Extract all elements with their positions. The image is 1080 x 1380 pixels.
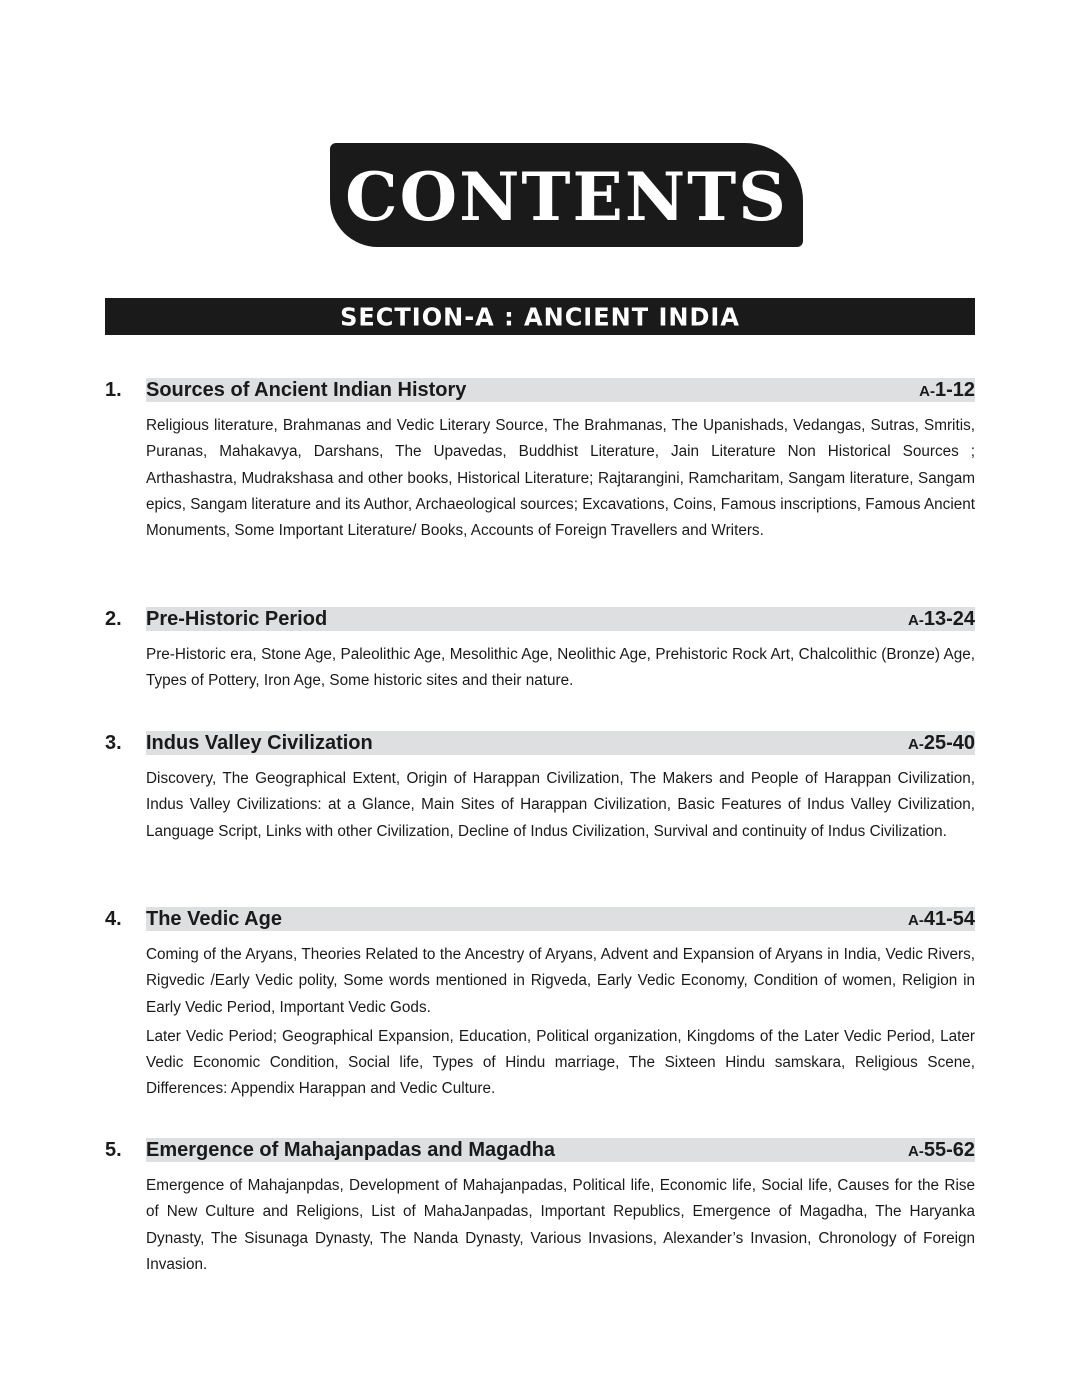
chapter-number: 2. — [105, 608, 122, 630]
chapter-paragraph: Discovery, The Geographical Extent, Origin of Harappan Civilization, The Makers and People of Harappan Civilization, Indus Valley Civilizations: at a Glance, Main Sites of Harappan Civilization, Basic Features of Indus Valley Civilization, Language Script, Links with other Civilization, Decline of Indus Civilization, Survival and continuity of Indus Civilization. — [146, 770, 975, 840]
chapter-description — [146, 642, 975, 695]
chapter-heading[interactable] — [105, 1138, 975, 1164]
chapter-1 — [105, 378, 975, 544]
chapter-page-range — [908, 607, 975, 633]
contents-title-banner — [330, 143, 803, 247]
chapter-number: 3. — [105, 732, 122, 754]
chapter-page-range — [908, 731, 975, 757]
chapter-page-range — [919, 378, 975, 404]
chapter-page-range — [908, 907, 975, 933]
chapter-heading[interactable] — [105, 378, 975, 404]
page-numbers: 55-62 — [923, 1139, 975, 1161]
chapter-description — [146, 413, 975, 544]
chapter-paragraph: Pre-Historic era, Stone Age, Paleolithic Age, Mesolithic Age, Neolithic Age, Prehistoric Rock Art, Chalcolithic (Bronze) Age, Types of Pottery, Iron Age, Some historic sites and their nature. — [146, 646, 975, 690]
contents-title: CONTENTS — [345, 158, 788, 236]
chapter-title: The Vedic Age — [146, 908, 282, 930]
page-prefix: A- — [908, 736, 924, 753]
chapter-3 — [105, 731, 975, 845]
page-numbers: 13-24 — [923, 608, 975, 630]
page-prefix: A- — [908, 912, 924, 929]
chapter-paragraph: Religious literature, Brahmanas and Vedic Literary Source, The Brahmanas, The Upanishads, Vedangas, Sutras, Smritis, Puranas, Mahakavya, Darshans, The Upavedas, Buddhist Literature, Jain Literature Non Historical Sources ; Arthashastra, Mudrakshasa and other books, Historical Literature; Rajtarangini, Ramcharitam, Sangam literature, Sangam epics, Sangam literature and its Author, Archaeological sources; Excavations, Coins, Famous inscriptions, Famous Ancient Monuments, Some Important Literature/ Books, Accounts of Foreign Travellers and Writers. — [146, 417, 975, 540]
chapter-description — [146, 942, 975, 1103]
page-prefix: A- — [908, 612, 924, 629]
page-prefix: A- — [919, 383, 935, 400]
chapter-paragraph: Later Vedic Period; Geographical Expansion, Education, Political organization, Kingdoms of the Later Vedic Period, Later Vedic Economic Condition, Social life, Types of Hindu marriage, The Sixteen Hindu samskara, Religious Scene, Differences: Appendix Harappan and Vedic Culture. — [146, 1027, 975, 1098]
page-numbers: 1-12 — [934, 379, 975, 401]
page-numbers: 25-40 — [923, 732, 975, 754]
chapter-5 — [105, 1138, 975, 1278]
page-prefix: A- — [908, 1143, 924, 1160]
chapter-heading[interactable] — [105, 731, 975, 757]
chapter-page-range — [908, 1138, 975, 1164]
chapter-heading[interactable] — [105, 607, 975, 633]
chapter-4 — [105, 907, 975, 1103]
section-title: SECTION-A : ANCIENT INDIA — [340, 301, 740, 332]
page-numbers: 41-54 — [923, 908, 975, 930]
chapter-description — [146, 766, 975, 845]
chapter-number: 1. — [105, 379, 122, 401]
chapter-paragraph: Emergence of Mahajanpdas, Development of Mahajanpadas, Political life, Economic life, Social life, Causes for the Rise of New Culture and Religions, List of MahaJanpadas, Important Republics, Emergence of Magadha, The Haryanka Dynasty, The Sisunaga Dynasty, The Nanda Dynasty, Various Invasions, Alexander’s Invasion, Chronology of Foreign Invasion. — [146, 1177, 975, 1273]
chapter-heading[interactable] — [105, 907, 975, 933]
chapter-number: 5. — [105, 1139, 122, 1161]
chapter-number: 4. — [105, 908, 122, 930]
chapter-paragraph: Coming of the Aryans, Theories Related to the Ancestry of Aryans, Advent and Expansion of Aryans in India, Vedic Rivers, Rigvedic /Early Vedic polity, Some words mentioned in Rigveda, Early Vedic Economy, Condition of women, Religion in Early Vedic Period, Important Vedic Gods. — [146, 946, 975, 1016]
section-header-bar — [105, 298, 975, 335]
chapter-description — [146, 1173, 975, 1278]
chapter-title: Sources of Ancient Indian History — [146, 379, 467, 401]
chapter-title: Emergence of Mahajanpadas and Magadha — [146, 1139, 555, 1161]
chapter-title: Pre-Historic Period — [146, 608, 328, 630]
chapter-2 — [105, 607, 975, 695]
chapter-title: Indus Valley Civilization — [146, 732, 373, 754]
